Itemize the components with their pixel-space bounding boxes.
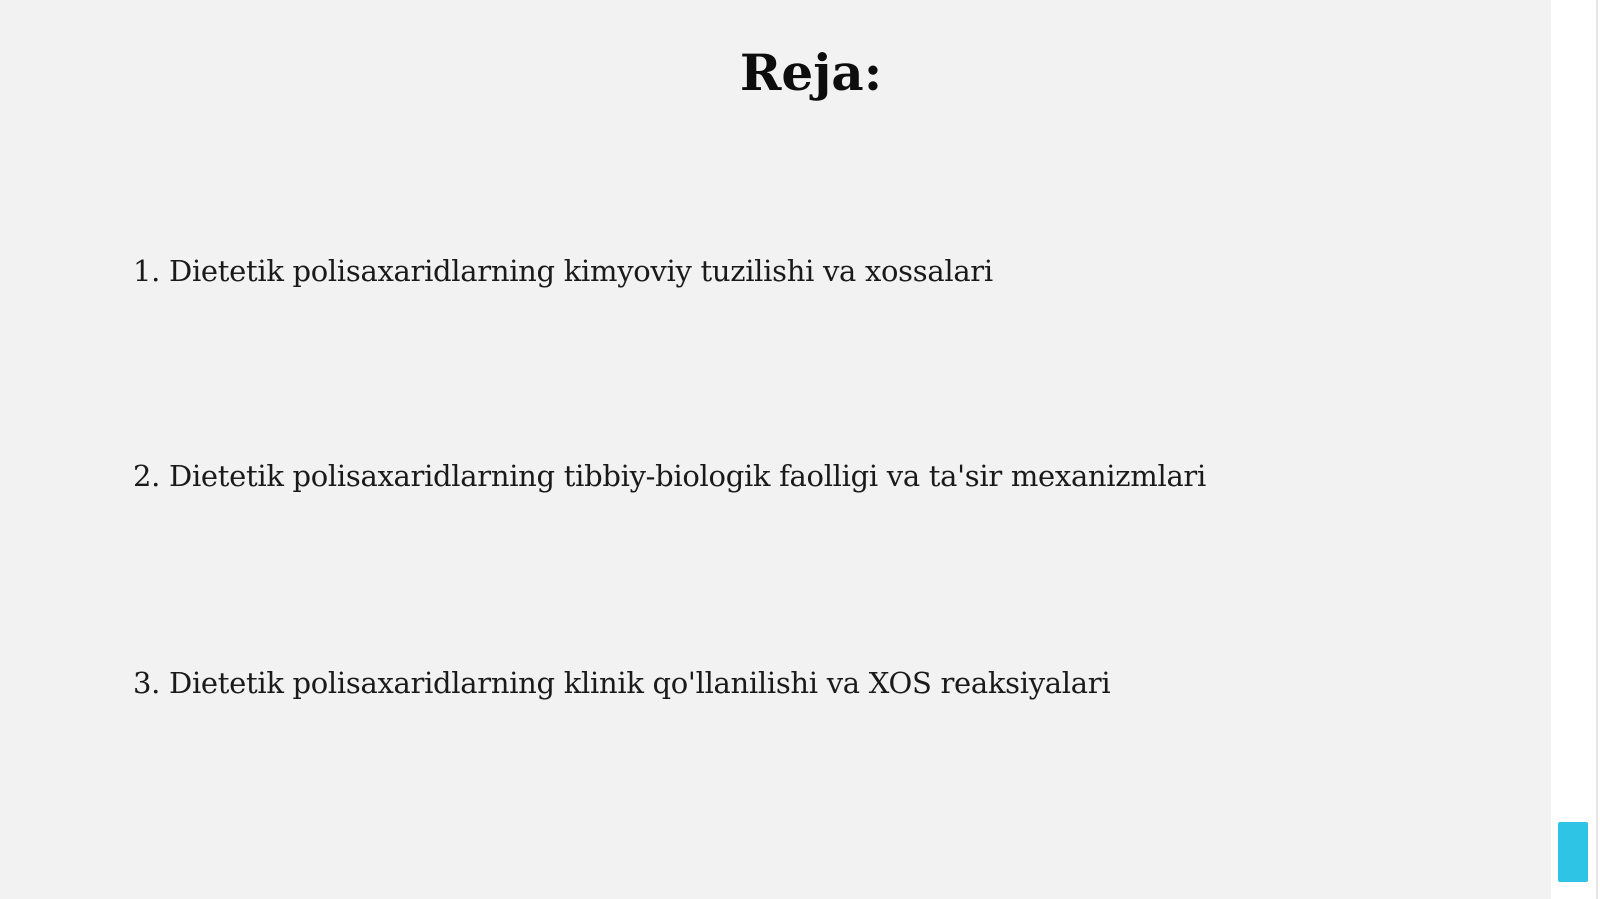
plan-item-2: 2. Dietetik polisaxaridlarning tibbiy-biologik faolligi va ta'sir mexanizmlari [133, 459, 1206, 493]
plan-item-1: 1. Dietetik polisaxaridlarning kimyoviy tuzilishi va xossalari [133, 254, 993, 288]
right-side-panel [1551, 0, 1600, 899]
window-edge-divider [1596, 0, 1598, 899]
scroll-indicator[interactable] [1558, 822, 1588, 882]
slide-title: Reja: [739, 43, 883, 102]
plan-item-3: 3. Dietetik polisaxaridlarning klinik qo'llanilishi va XOS reaksiyalari [133, 666, 1111, 700]
